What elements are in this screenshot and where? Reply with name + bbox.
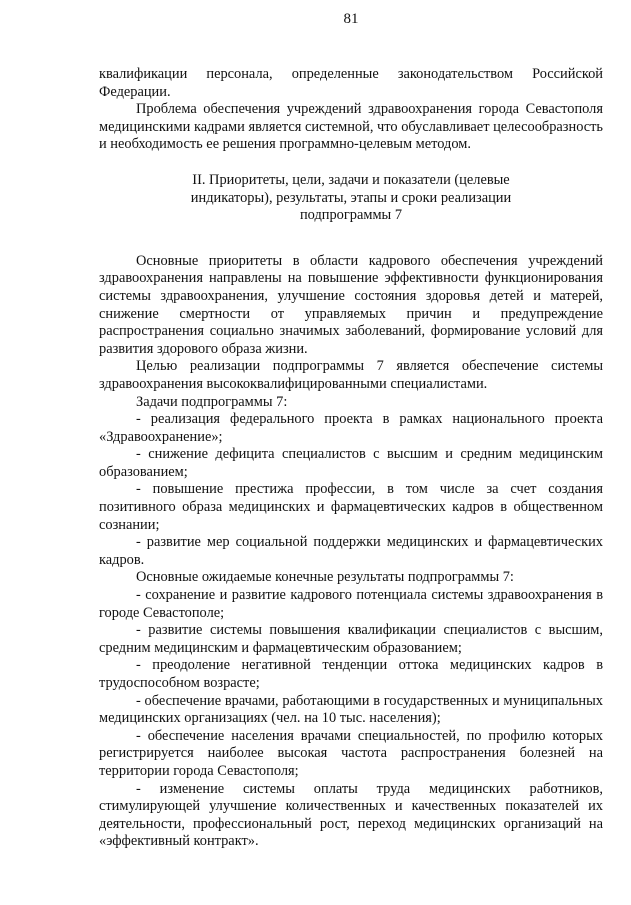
list-item-task-1: - реализация федерального проекта в рамках национального проекта «Здравоохранение»;: [99, 411, 603, 445]
list-item-task-3: - повышение престижа профессии, в том числе за счет создания позитивного образа медицинских и фармацевтических кадров в общественном сознании;: [99, 481, 603, 533]
section-title: [99, 172, 603, 225]
paragraph-goal: Целью реализации подпрограммы 7 является обеспечение системы здравоохранения высококвалифицированными специалистами.: [99, 358, 603, 392]
list-item-result-2: - развитие системы повышения квалификации специалистов с высшим, средним медицинским и фармацевтическим образованием;: [99, 622, 603, 656]
section-title-line-2: индикаторы), результаты, этапы и сроки реализации: [190, 189, 512, 206]
paragraph-priorities: Основные приоритеты в области кадрового обеспечения учреждений здравоохранения направлены на повышение эффективности функционирования системы здравоохранения, улучшение состояния здоровья детей и матерей, снижение смертности от управляемых причин и предупреждение распространения социально значимых заболеваний, формирование условий для развития здорового образа жизни.: [99, 252, 603, 357]
list-item-result-4: - обеспечение врачами, работающими в государственных и муниципальных медицинских организациях (чел. на 10 тыс. населения);: [99, 692, 603, 727]
paragraph-intro-2: Проблема обеспечения учреждений здравоохранения города Севастополя медицинскими кадрами является системной, что обуславливает целесообразность и необходимость ее решения программно-целевым методом.: [99, 101, 603, 153]
paragraph-tasks-heading: Задачи подпрограммы 7:: [136, 393, 288, 410]
section-title-line-3: подпрограммы 7: [299, 207, 403, 224]
list-item-task-2: - снижение дефицита специалистов с высшим и средним медицинским образованием;: [99, 446, 603, 480]
list-item-result-6: - изменение системы оплаты труда медицинских работников, стимулирующей улучшение количественных и качественных показателей их деятельности, профессиональный рост, переход медицинских организаций на «эффективный контракт».: [99, 780, 603, 850]
list-item-result-3: - преодоление негативной тенденции оттока медицинских кадров в трудоспособном возрасте;: [99, 657, 603, 691]
spacer: [99, 243, 603, 253]
section-title-line-1: II. Приоритеты, цели, задачи и показатели (целевые: [192, 171, 510, 188]
list-item-result-5: - обеспечение населения врачами специальностей, по профилю которых регистрируется наиболее высокая частота распространения болезней на территории города Севастополя;: [99, 727, 603, 779]
paragraph-intro-1: квалификации персонала, определенные законодательством Российской Федерации.: [99, 66, 603, 100]
list-item-task-4: - развитие мер социальной поддержки медицинских и фармацевтических кадров.: [99, 534, 603, 568]
list-item-result-1: - сохранение и развитие кадрового потенциала системы здравоохранения в городе Севастополе;: [99, 587, 603, 621]
page-number: 81: [343, 11, 359, 27]
paragraph-results-heading: Основные ожидаемые конечные результаты подпрограммы 7:: [136, 569, 514, 586]
